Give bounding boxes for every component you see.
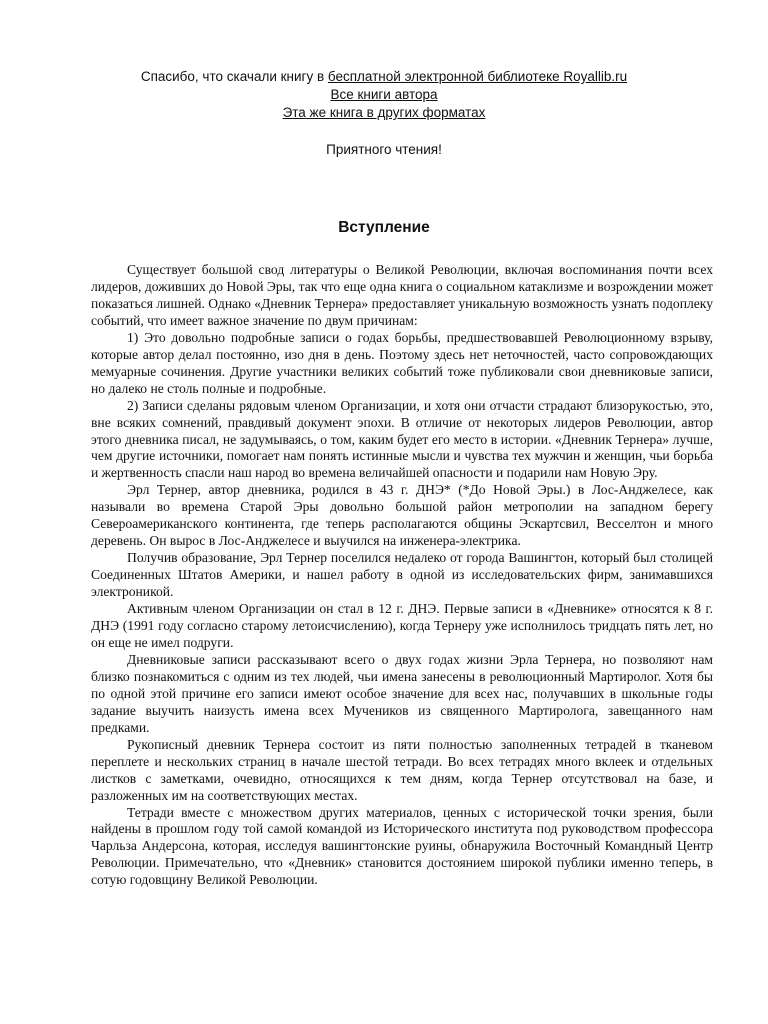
all-books-link[interactable]: Все книги автора [330,87,438,102]
thanks-line [60,68,708,86]
paragraph: Активным членом Организации он стал в 12 г. ДНЭ. Первые записи в «Дневнике» относятся к 8 г. ДНЭ (1991 году согласно старому летоисчислению), когда Тернеру уже исполнилось тридцать пять лет, но он еще не имел подруги. [91,601,713,650]
paragraph: Получив образование, Эрл Тернер поселился недалеко от города Вашингтон, который был столицей Соединенных Штатов Америки, и нашел работу в одной из исследовательских фирм, занимавшихся электроникой. [91,550,713,600]
paragraph: Эрл Тернер, автор дневника, родился в 43 г. ДНЭ* (*До Новой Эры.) в Лос-Анджелесе, как называли во времена Старой Эры довольно большой район метрополии на западном берегу Североамериканского континента, где теперь располагаются общины Эскартсвил, Весселтон и много деревень. Он вырос в Лос-Анджелесе и выучился на инженера-электрика. [91,482,713,549]
paragraph: 1) Это довольно подробные записи о годах борьбы, предшествовавшей Революционному взрыву, которые автор делал постоянно, изо дня в день. Поэтому здесь нет неточностей, часто сопровождающих мемуарные сочинения. Другие участники великих событий тоже публиковали свои дневниковые записи, но далеко не столь полные и подробные. [91,329,713,396]
library-link[interactable]: бесплатной электронной библиотеке Royallib.ru [327,69,628,84]
paragraph: Тетради вместе с множеством других материалов, ценных с исторической точки зрения, были найдены в прошлом году той самой командой из Исторического института под руководством профессора Чарльза Андерсона, которая, исследуя вашингтонские руины, обнаружила Восточный Командный Центр Революции. Примечательно, что «Дневник» становится достоянием широкой публики именно теперь, в сотую годовщину Великой Революции. [91,804,713,888]
thanks-text: Спасибо, что скачали книгу в [140,69,328,84]
paragraph: Дневниковые записи рассказывают всего о двух годах жизни Эрла Тернера, но позволяют нам близко познакомиться с одним из тех людей, чьи имена занесены в революционный Мартиролог. Хотя бы по одной этой причине его записи имеют особое значение для всех нас, получавших в школьные годы задание выучить наизусть имена всех Мучеников из священного Мартиролога, завещанного нам предками. [91,651,713,735]
other-formats-link[interactable]: Эта же книга в других форматах [282,105,486,120]
chapter-title: Вступление [338,219,430,236]
paragraph: Рукописный дневник Тернера состоит из пяти полностью заполненных тетрадей в тканевом переплете и нескольких страниц в начале шестой тетради. Во всех тетрадях много вклеек и отдельных листков с заметками, очевидно, относящихся к тем дням, когда Тернер отсутствовал на базе, и разложенных им на соответствующих местах. [91,736,713,803]
download-header [60,68,708,159]
paragraph: 2) Записи сделаны рядовым членом Организации, и хотя они отчасти страдают близорукостью, это, вне всяких сомнений, правдивый документ эпохи. В отличие от некоторых лидеров Революции, автор этого дневника писал, не задумываясь, о том, каким будет его место в истории. «Дневник Тернера» лучше, чем другие источники, помогает нам понять истинные мысли и чувства тех мужчин и женщин, чьи борьба и жертвенность спасли наш народ во времена величайшей опасности и подарили нам Новую Эру. [91,397,713,481]
greeting-text: Приятного чтения! [326,142,442,157]
paragraph: Существует большой свод литературы о Великой Революции, включая воспоминания почти всех лидеров, доживших до Новой Эры, так что еще одна книга о социальном катаклизме и возрождении может показаться лишней. Однако «Дневник Тернера» предоставляет уникальную возможность узнать подоплеку событий, что имеет важное значение по двум причинам: [91,262,713,328]
chapter-body [91,262,713,889]
